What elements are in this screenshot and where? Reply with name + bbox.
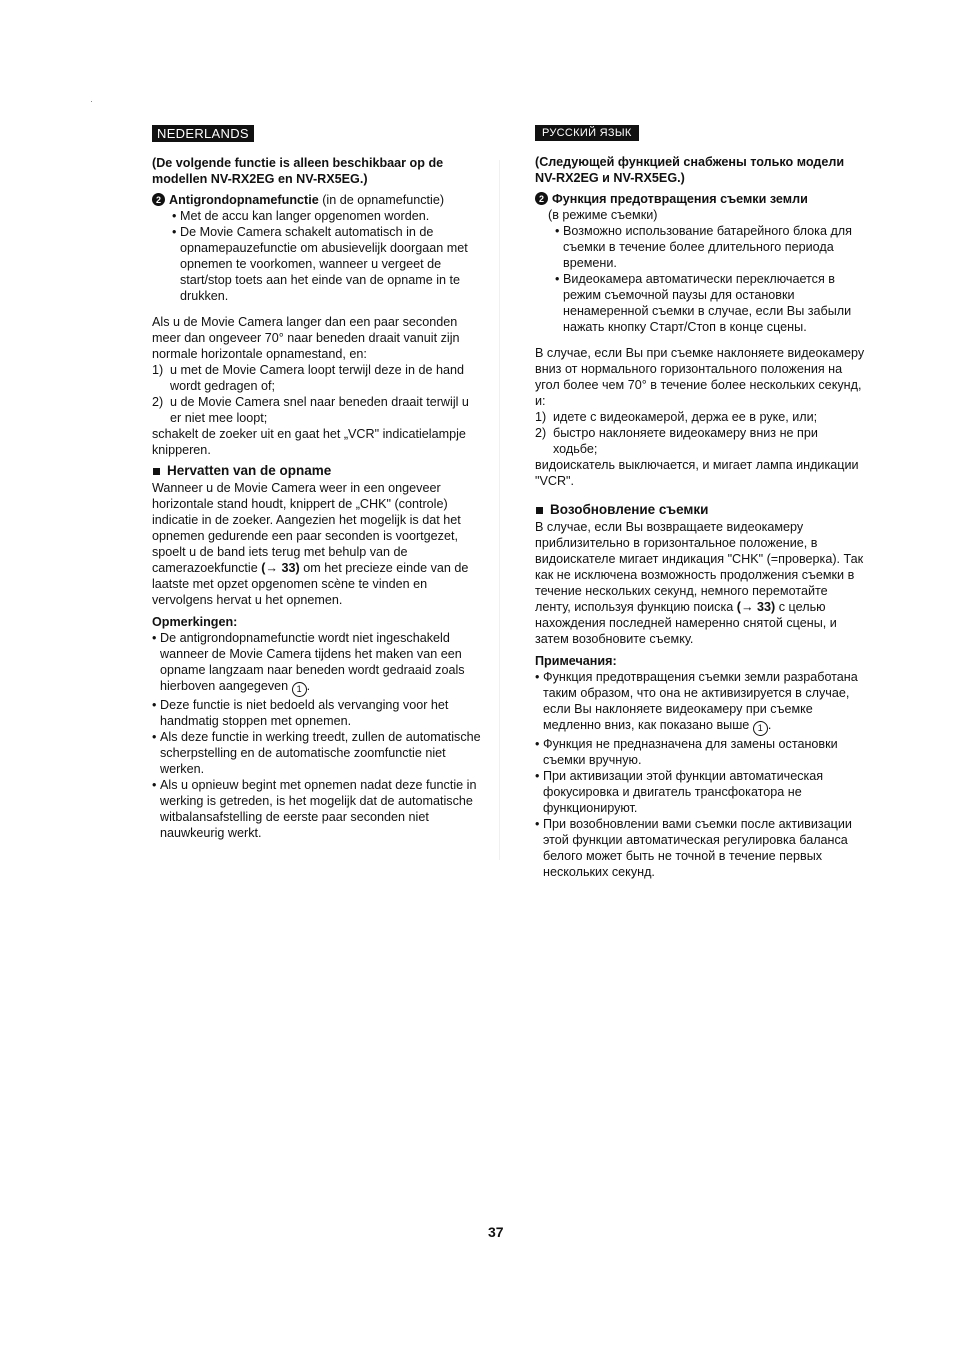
list-item: • De antigrondopnamefunctie wordt niet ingeschakeld wanneer de Movie Camera tijdens het maken van een opname langzaam naar beneden wordt gedraaid zoals hierboven aangegeven 1 . [152,630,482,697]
page-number: 37 [488,1224,504,1240]
list-item: • De Movie Camera schakelt automatisch in de opnamepauzefunctie om abusievelijk doorgaan met opnemen te voorkomen, wanneer u vergeet de start/stop toets aan het einde van de opname in te drukken. [172,224,482,304]
list-item: • При возобновлении вами съемки после активизации этой функции автоматическая регулировка баланса белого может быть не точной в течение первых нескольких секунд. [535,816,865,880]
number-badge-icon: 2 [152,193,165,206]
list-item: • Видеокамера автоматически переключается в режим съемочной паузы для остановки ненамеренной съемки в случае, если Вы забыли нажать кнопку Старт/Стоп в конце сцены. [555,271,865,335]
paragraph: Als u de Movie Camera langer dan een paar seconden meer dan ongeveer 70° naar beneden draait vanuit zijn normale horizontale opnamestand, en: [152,315,460,361]
scan-speck [91,101,92,102]
list-item: • Deze functie is niet bedoeld als vervanging voor het handmatig stoppen met opnemen. [152,697,482,729]
square-bullet-icon [536,507,543,514]
numbered-list [535,409,865,457]
language-label: NEDERLANDS [152,125,254,142]
list-item: • Als deze functie in werking treedt, zullen de automatische scherpstelling en de automatische zoomfunctie niet werken. [152,729,482,777]
notes-heading: Opmerkingen: [152,615,238,629]
number-badge-icon: 2 [535,192,548,205]
page-reference: (→ 33) [261,561,300,575]
feature-mode: (in de opnamefunctie) [318,193,445,207]
paragraph: В случае, если Вы при съемке наклоняете видеокамеру вниз от нормального горизонтального положения на угол более чем 70° в течение более нескольких секунд, и: [535,346,865,408]
list-item: 2) быстро наклоняете видеокамеру вниз не при ходьбе; [535,426,818,456]
feature-heading [152,192,482,208]
page-reference: (→ 33) [736,600,776,614]
intro-note: (Следующей функцией снабжены только модели NV-RX2EG и NV-RX5EG.) [535,155,845,185]
column-dutch [152,125,482,841]
section-heading: Hervatten van de opname [152,462,482,480]
paragraph: schakelt de zoeker uit en gaat het „VCR" indicatielampje knipperen. [152,427,466,457]
feature-heading [535,191,865,207]
section-heading: Возобновление съемки [535,501,865,519]
list-item: • Функция предотвращения съемки земли разработана таким образом, что она не активизируется в случае, если Вы наклоняете видеокамеру при съемке медленно вниз, как показано выше 1 . [535,669,865,736]
notes-heading: Примечания: [535,654,617,668]
list-item: • Als u opnieuw begint met opnemen nadat deze functie in werking is getreden, is het mogelijk dat de automatische witbalansafstelling de eerste paar seconden niet nauwkeurig werkt. [152,777,482,841]
notes-list [535,669,865,880]
circled-number-icon: 1 [753,721,768,736]
feature-title: Функция предотвращения съемки земли [552,192,808,206]
list-item: • Функция не предназначена для замены остановки съемки вручную. [535,736,865,768]
circled-number-icon: 1 [292,682,307,697]
feature-bullets [172,208,482,304]
language-label: РУССКИЙ ЯЗЫК [535,125,639,141]
square-bullet-icon [153,468,160,475]
intro-note: (De volgende functie is alleen beschikbaar op de modellen NV-RX2EG en NV-RX5EG.) [152,156,444,186]
list-item: 2) u de Movie Camera snel naar beneden draait terwijl u er niet mee loopt; [152,395,469,425]
feature-title: Antigrondopnamefunctie [169,193,319,207]
feature-bullets [555,223,865,335]
list-item: 1) идете с видеокамерой, держа ее в руке, или; [535,410,818,424]
list-item: • Возможно использование батарейного блока для съемки в течение более длительного периода времени. [555,223,865,271]
feature-mode: (в режиме съемки) [548,208,658,222]
section-body: Wanneer u de Movie Camera weer in een ongeveer horizontale stand houdt, knippert de „CHK" (controle) indicatie in de zoeker. Aangezien het mogelijk is dat het opnemen gedurende een paar seconden is voortgezet, spoelt u de band iets terug met behulp van de camerazoekfunctie (→ 33) om het precieze einde van de laatste met opzet opgenomen scène te vinden en vervolgens hervat u het opnemen. [152,481,469,607]
numbered-list [152,362,482,426]
notes-list [152,630,482,841]
list-item: • Met de accu kan langer opgenomen worden. [172,208,482,224]
column-russian [535,125,865,880]
paragraph: видоискатель выключается, и мигает лампа индикации "VCR". [535,458,859,488]
section-body: В случае, если Вы возвращаете видеокамеру приблизительно в горизонтальное положение, в видоискателе мигает индикация "CHK" (=проверка). Так как не исключена возможность продолжения съемки в течение нескольких секунд, немного перемотайте ленту, используя функцию поиска (→ 33) с целью нахождения последней намеренно снятой сцены, и затем возобновите съемку. [535,520,864,646]
list-item: • При активизации этой функции автоматическая фокусировка и двигатель трансфокатора не функционируют. [535,768,865,816]
column-divider [499,160,500,860]
list-item: 1) u met de Movie Camera loopt terwijl deze in de hand wordt gedragen of; [152,363,465,393]
